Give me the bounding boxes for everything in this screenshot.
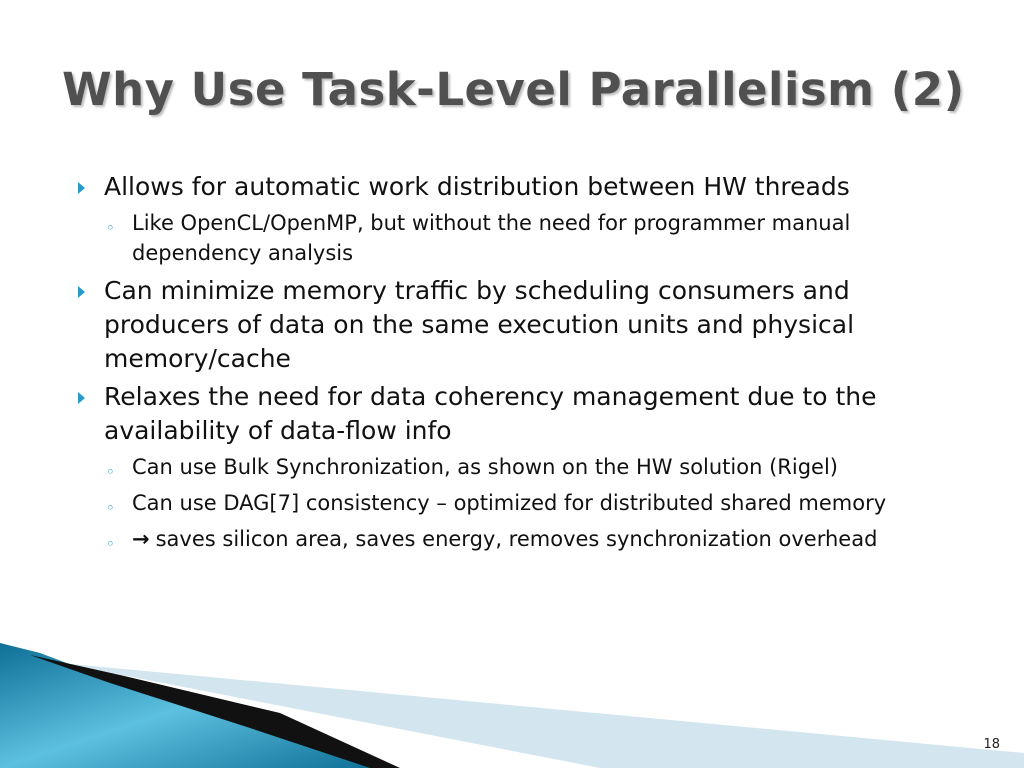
circle-bullet-icon: ◦ bbox=[106, 499, 115, 517]
triangle-bullet-icon bbox=[78, 392, 85, 404]
right-arrow-icon: → bbox=[132, 527, 150, 551]
bullet-item bbox=[76, 170, 976, 204]
circle-bullet-icon: ◦ bbox=[106, 535, 115, 553]
page-number: 18 bbox=[983, 737, 1000, 752]
bullet-item bbox=[76, 274, 976, 376]
sub-bullet-item bbox=[76, 488, 976, 518]
slide-content bbox=[76, 170, 976, 560]
sub-bullet-text: saves silicon area, saves energy, removes synchronization overhead bbox=[155, 527, 878, 551]
bullet-text: Can minimize memory traffic by scheduling consumers and producers of data on the same execution units and physical memory/cache bbox=[104, 276, 855, 373]
sub-bullet-item bbox=[76, 208, 976, 268]
sub-bullet-text: Can use DAG[7] consistency – optimized for distributed shared memory bbox=[132, 491, 887, 515]
circle-bullet-icon: ◦ bbox=[106, 219, 115, 237]
triangle-bullet-icon bbox=[78, 286, 85, 298]
bullet-item bbox=[76, 380, 976, 448]
triangle-bullet-icon bbox=[78, 182, 85, 194]
sub-bullet-text: Can use Bulk Synchronization, as shown on the HW solution (Rigel) bbox=[132, 455, 838, 479]
sub-bullet-text: Like OpenCL/OpenMP, but without the need for programmer manual dependency analysis bbox=[132, 211, 851, 265]
circle-bullet-icon: ◦ bbox=[106, 463, 115, 481]
footer-wave-decoration bbox=[0, 643, 1024, 768]
sub-bullet-item bbox=[76, 452, 976, 482]
bullet-text: Relaxes the need for data coherency management due to the availability of data-flow info bbox=[104, 382, 877, 445]
slide-title: Why Use Task-Level Parallelism (2) bbox=[62, 63, 965, 116]
bullet-text: Allows for automatic work distribution between HW threads bbox=[104, 172, 850, 201]
sub-bullet-item bbox=[76, 524, 976, 554]
